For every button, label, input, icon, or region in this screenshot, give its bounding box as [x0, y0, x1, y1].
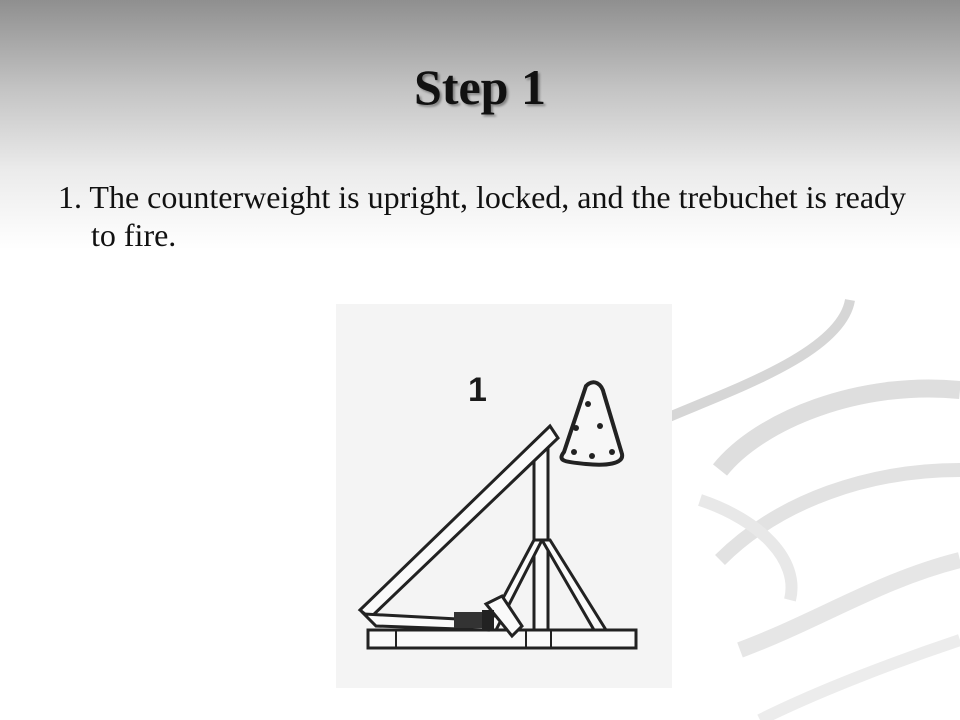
bullet-list [58, 178, 918, 254]
slide-title: Step 1 [414, 59, 546, 115]
figure-step-label: 1 [468, 371, 487, 409]
bullet-item [58, 178, 918, 254]
trebuchet-illustration-icon [336, 304, 672, 688]
trebuchet-figure [336, 304, 672, 688]
bullet-number: 1. [58, 179, 82, 215]
bullet-text: The counterweight is upright, locked, and the trebuchet is ready to fire. [89, 179, 907, 253]
